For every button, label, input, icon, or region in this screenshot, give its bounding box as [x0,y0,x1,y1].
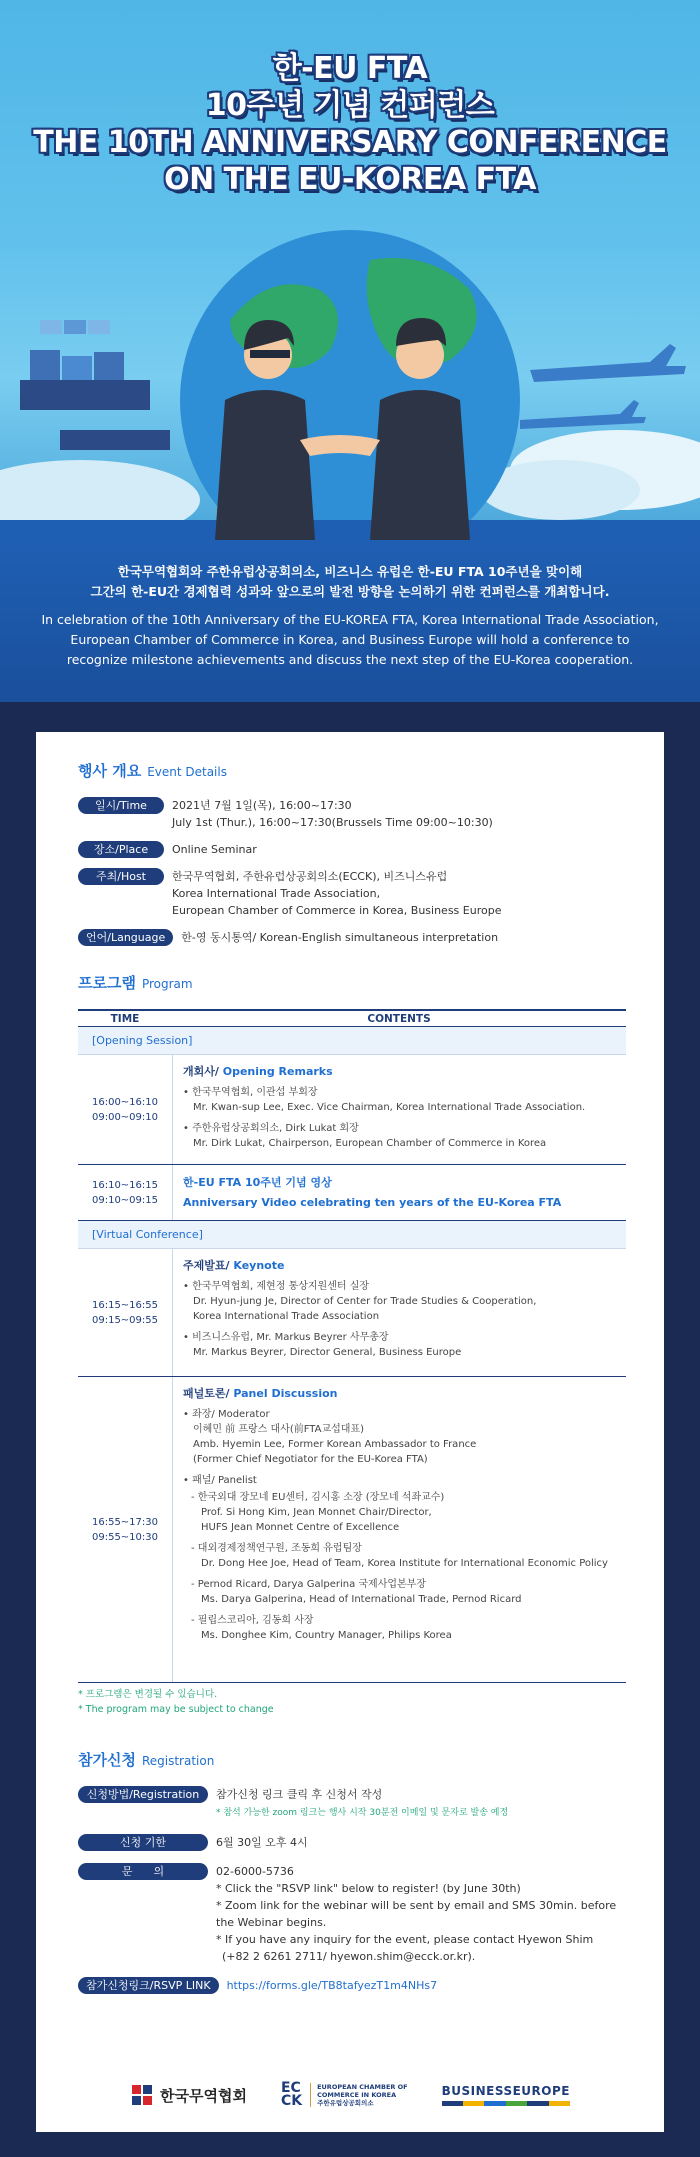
program-heading [78,972,630,993]
kita-logo [130,2083,247,2107]
airplane-icon [530,344,686,382]
video-title-en: Anniversary Video celebrating ten years of the EU-Korea FTA [183,1196,562,1209]
ecck-logo [281,2082,408,2108]
event-time-en: July 1st (Thur.), 16:00~17:30(Brussels Time 09:00~10:30) [172,816,493,829]
panel-title-en: Panel Discussion [229,1387,338,1400]
keynote-content [172,1249,626,1376]
panelist-1-ko: - 한국외대 장모네 EU센터, 김시홍 소장 (장모네 석좌교수) [191,1492,445,1503]
virtual-conference-label: [Virtual Conference] [78,1221,626,1249]
keynote-time-seoul: 16:15~16:55 [91,1299,158,1311]
panelist-2-ko: - 대외경제정책연구원, 조동희 유럽팀장 [191,1543,362,1554]
opening-speaker-1-en: Mr. Kwan-sup Lee, Exec. Vice Chairman, Korea International Trade Association. [193,1102,586,1113]
opening-speaker-1 [183,1085,626,1115]
registration-contact-row [78,1863,630,1965]
keynote-title-ko: 주제발표/ [183,1259,230,1272]
opening-session-label: [Opening Session] [78,1027,626,1055]
event-language-label: 언어/Language [78,929,173,946]
video-time [78,1165,172,1220]
keynote-title-en: Keynote [229,1259,285,1272]
opening-speaker-1-ko: • 한국무역협회, 이관섭 부회장 [183,1087,318,1098]
event-host-line-3: European Chamber of Commerce in Korea, Business Europe [172,904,502,917]
program-note-en: * The program may be subject to change [78,1704,274,1715]
panelist-2 [183,1541,626,1571]
header-time: TIME [110,1013,140,1025]
panelist-1-en: Prof. Si Hong Kim, Jean Monnet Chair/Director, [201,1507,432,1518]
hero-title [0,50,700,198]
panelist-label: • 패널/ Panelist [183,1475,257,1486]
event-time-label: 일시/Time [78,797,164,814]
content-card [36,732,664,2132]
ecck-text [310,2083,408,2107]
contact-note-2: * Zoom link for the webinar will be sent by email and SMS 30min. before the Webinar begins. [216,1899,617,1929]
moderator-note: (Former Chief Negotiator for the EU-Korea FTA) [193,1454,428,1465]
hero-banner [0,0,700,540]
keynote-speaker-1-ko: • 한국무역협회, 제현정 통상지원센터 실장 [183,1281,370,1292]
panelist-heading [183,1473,626,1488]
event-title-ko: 행사 개요 [78,762,142,780]
ecck-line-1: EUROPEAN CHAMBER OF [317,2083,408,2091]
opening-content [172,1055,626,1164]
opening-time-seoul: 16:00~16:10 [91,1096,158,1108]
moderator-en: Amb. Hyemin Lee, Former Korean Ambassador to France [193,1439,477,1450]
intro-en: In celebration of the 10th Anniversary of the EU-KOREA FTA, Korea International Trade Association, European Chamber of Commerce in Korea, and Business Europe will hold a conference to recognize milestone achievements and discuss the next step of the EU-Korea cooperation. [41,612,659,667]
panelist-1-org: HUFS Jean Monnet Centre of Excellence [201,1522,400,1533]
panelist-4 [183,1613,626,1643]
event-title-en: Event Details [147,765,227,779]
intro-ko-line-1: 한국무역협회와 주한유럽상공회의소, 비즈니스 유럽은 한-EU FTA 10주년을 맞이해 [117,564,583,579]
businesseurope-colorbar [442,2101,570,2106]
program-row-panel [78,1377,626,1683]
keynote-time [78,1249,172,1376]
keynote-time-brussels: 09:15~09:55 [91,1314,158,1326]
panelist-3 [183,1577,626,1607]
moderator-ko: 이혜민 前 프랑스 대사(前FTA교섭대표) [193,1424,365,1435]
registration-link-row [78,1977,630,1994]
registration-method-label: 신청방법/Registration [78,1786,208,1803]
opening-title-en: Opening Remarks [218,1065,333,1078]
panel-content [172,1377,626,1682]
contact-note-4: (+82 2 6261 2711/ hyewon.shim@ecck.or.kr). [222,1950,476,1963]
hero-title-line-4: ON THE EU-KOREA FTA [164,162,536,197]
opening-title-ko: 개회사/ [183,1065,219,1078]
program-row-keynote [78,1249,626,1377]
panel-time [78,1377,172,1682]
registration-deadline-text: 6월 30일 오후 4시 [216,1836,308,1849]
hero-title-line-1: 한-EU FTA [272,51,428,86]
event-time-ko: 2021년 7월 1일(목), 16:00~17:30 [172,799,352,812]
video-time-brussels: 09:10~09:15 [91,1194,158,1206]
event-language-row [78,929,630,946]
panelist-3-ko: - Pernod Ricard, Darya Galperina 국제사업본부장 [191,1579,426,1590]
contact-note-1: * Click the "RSVP link" below to register! (by June 30th) [216,1882,521,1895]
ecck-mark: EC CK [280,2080,303,2109]
registration-title-ko: 참가신청 [78,1751,136,1769]
program-note-ko: * 프로그램은 변경될 수 있습니다. [78,1689,218,1700]
moderator-label: • 좌장/ Moderator [183,1409,270,1420]
registration-title-en: Registration [141,1754,215,1768]
event-place-row [78,841,630,858]
keynote-speaker-2-en: Mr. Markus Beyrer, Director General, Business Europe [193,1347,462,1358]
panel-title [183,1385,626,1401]
hero-title-line-2: 10주년 기념 컨퍼런스 [205,88,495,123]
panel-moderator [183,1407,626,1467]
contact-phone: 02-6000-5736 [216,1865,294,1878]
opening-speaker-2-ko: • 주한유럽상공회의소, Dirk Lukat 회장 [183,1123,359,1134]
program-table-header [78,1009,626,1027]
event-host-line-2: Korea International Trade Association, [172,887,381,900]
intro-band [0,540,700,702]
registration-deadline-row [78,1834,630,1851]
event-host-label: 주최/Host [78,868,164,885]
keynote-speaker-1 [183,1279,626,1324]
keynote-title [183,1257,626,1273]
registration-method-text: 참가신청 링크 클릭 후 신청서 작성 [216,1788,383,1801]
panelist-4-ko: - 필립스코리아, 김동희 사장 [191,1615,314,1626]
panel-time-brussels: 09:55~10:30 [91,1531,158,1543]
rsvp-link[interactable]: https://forms.gle/TB8tafyezT1m4NHs7 [226,1979,438,1992]
opening-speaker-2-en: Mr. Dirk Lukat, Chairperson, European Chamber of Commerce in Korea [193,1138,547,1149]
opening-title [183,1063,626,1079]
program-table [78,1009,626,1683]
ecck-line-3: 주한유럽상공회의소 [317,2099,374,2107]
keynote-speaker-2-ko: • 비즈니스유럽, Mr. Markus Beyrer 사무총장 [183,1332,389,1343]
contact-note-3: * If you have any inquiry for the event, please contact Hyewon Shim [216,1933,594,1946]
event-place-value: Online Seminar [172,843,257,856]
registration-heading [78,1749,630,1770]
registration-method-row [78,1786,630,1822]
opening-speaker-2 [183,1121,626,1151]
event-place-label: 장소/Place [78,841,164,858]
event-host-row [78,868,630,919]
panel-title-ko: 패널토론/ [183,1387,230,1400]
video-time-seoul: 16:10~16:15 [91,1179,158,1191]
event-host-line-1: 한국무역협회, 주한유럽상공회의소(ECCK), 비즈니스유럽 [172,870,448,883]
video-title-ko: 한-EU FTA 10주년 기념 영상 [183,1176,332,1189]
registration-link-label: 참가신청링크/RSVP LINK [78,1977,219,1994]
keynote-speaker-1-en: Dr. Hyun-jung Je, Director of Center for Trade Studies & Cooperation, [193,1296,537,1307]
panelist-1 [183,1490,626,1535]
program-row-video [78,1165,626,1221]
program-title-ko: 프로그램 [78,974,136,992]
panelist-3-en: Ms. Darya Galperina, Head of International Trade, Pernod Ricard [201,1594,522,1605]
opening-time [78,1055,172,1164]
ecck-line-2: COMMERCE IN KOREA [317,2091,397,2099]
content-wrapper [0,702,700,2157]
panel-time-seoul: 16:55~17:30 [91,1516,158,1528]
intro-ko-line-2: 그간의 한-EU간 경제협력 성과와 앞으로의 발전 방향을 논의하기 위한 컨퍼런스를 개최합니다. [90,584,610,599]
kita-mark-icon [130,2083,154,2107]
program-title-en: Program [141,977,193,991]
registration-deadline-label: 신청 기한 [78,1834,208,1851]
businesseurope-logo [442,2084,570,2106]
event-language-value: 한-영 동시통역/ Korean-English simultaneous interpretation [181,931,499,944]
event-details-heading [78,760,630,781]
program-note [78,1687,630,1717]
registration-contact-label: 문 의 [78,1863,208,1880]
hero-title-line-3: THE 10TH ANNIVERSARY CONFERENCE [33,125,667,160]
sponsor-logos [36,2082,664,2108]
registration-method-note: * 참석 가능한 zoom 링크는 행사 시작 30분전 이메일 및 문자로 발송 예정 [216,1808,509,1818]
panelist-4-en: Ms. Donghee Kim, Country Manager, Philips Korea [201,1630,452,1641]
opening-time-brussels: 09:00~09:10 [91,1111,158,1123]
video-content [172,1165,626,1220]
panelist-2-en: Dr. Dong Hee Joe, Head of Team, Korea Institute for International Economic Policy [201,1558,608,1569]
event-time-row [78,797,630,831]
kita-name: 한국무역협회 [160,2086,247,2105]
keynote-speaker-1-org: Korea International Trade Association [193,1311,380,1322]
keynote-speaker-2 [183,1330,626,1360]
businesseurope-name: BUSINESSEUROPE [441,2084,570,2098]
header-contents: CONTENTS [367,1013,431,1025]
program-row-opening [78,1055,626,1165]
